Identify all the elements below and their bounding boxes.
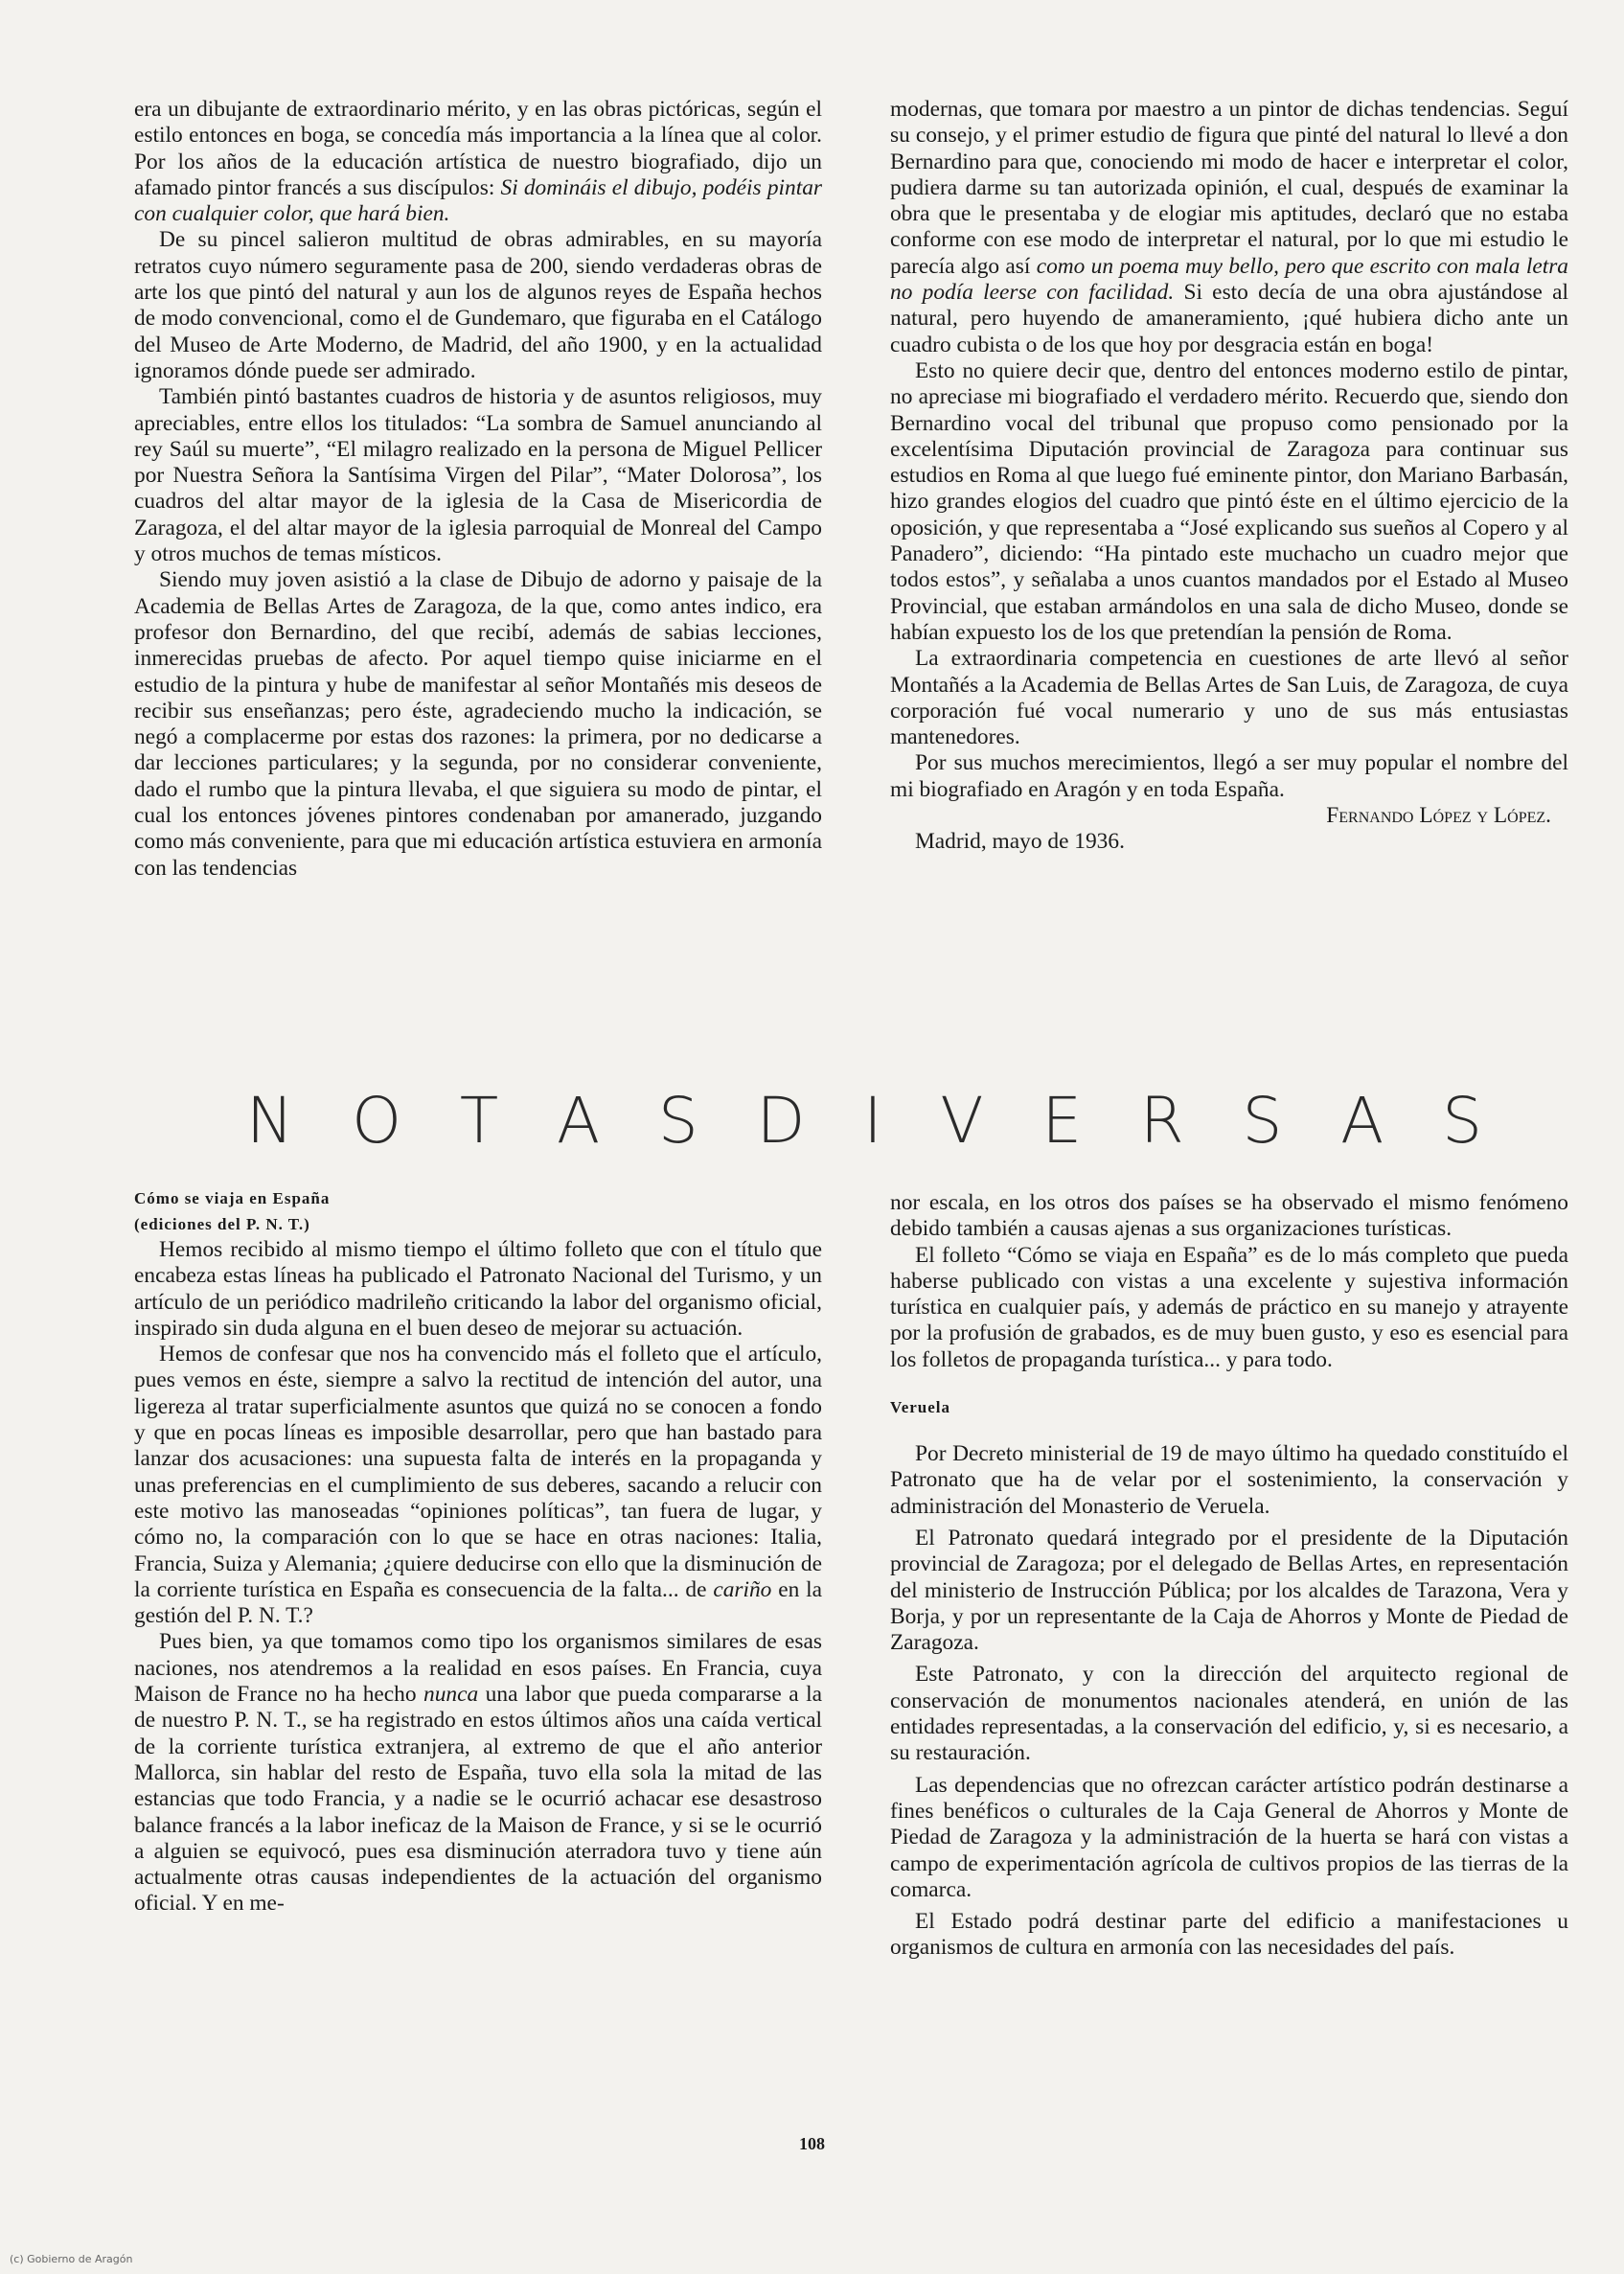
note-heading: Veruela xyxy=(890,1398,951,1417)
note-subheading: (ediciones del P. N. T.) xyxy=(134,1215,310,1233)
section-title: N O T A S D I V E R S A S xyxy=(246,1084,1482,1158)
paragraph: Las dependencias que no ofrezcan carácter artístico podrán destinarse a fines benéficos o culturales de la Caja General de Ahorros y Monte de Piedad de Zaragoza y la administración de la huerta se hará con vistas a campo de experimentación agrícola de cultivos propios de las tierras de la comarca. xyxy=(890,1772,1568,1902)
dateline: Madrid, mayo de 1936. xyxy=(915,829,1125,855)
note-heading: Cómo se viaja en España xyxy=(134,1189,331,1207)
paragraph: Por sus muchos merecimientos, llegó a ser muy popular el nombre del mi biografiado en Aragón y en toda España. xyxy=(890,750,1568,802)
paragraph: era un dibujante de extraordinario mérito, y en las obras pictóricas, según el estilo entonces en boga, se concedía más importancia a la línea que al color. Por los años de la educación artística de nuestro biografiado, dijo un afamado pintor francés a sus discípulos: Si domináis el dibujo, podéis pintar con cualquier color, que hará bien. xyxy=(134,97,823,227)
page-number: 108 xyxy=(799,2134,825,2153)
article-left-column xyxy=(134,97,822,882)
notes-right-column xyxy=(890,1190,1568,1962)
paragraph: nor escala, en los otros dos países se ha observado el mismo fenómeno debido también a causas ajenas a sus organizaciones turísticas. xyxy=(890,1190,1568,1242)
paragraph: De su pincel salieron multitud de obras admirables, en su mayoría retratos cuyo número seguramente pasa de 200, siendo verdaderas obras de arte los que pintó del natural y aun los de algunos reyes de España hechos de modo convencional, como el de Gundemaro, que figuraba en el Catálogo del Museo de Arte Moderno, de Madrid, del año 1900, y en la actualidad ignoramos dónde puede ser admirado. xyxy=(134,227,822,383)
paragraph: El Patronato quedará integrado por el presidente de la Diputación provincial de Zaragoza; por el delegado de Bellas Artes, en representación del ministerio de Instrucción Pública; por los alcaldes de Tarazona, Vera y Borja, y por un representante de la Caja de Ahorros y Monte de Piedad de Zaragoza. xyxy=(890,1525,1568,1656)
paragraph: Siendo muy joven asistió a la clase de Dibujo de adorno y paisaje de la Academia de Bellas Artes de Zaragoza, de la que, como antes indico, era profesor don Bernardino, del que recibí, además de sabias lecciones, inmerecidas pruebas de afecto. Por aquel tiempo quise iniciarme en el estudio de la pintura y hube de manifestar al señor Montañés mis deseos de recibir sus enseñanzas; pero éste, agradeciendo mucho la indicación, se negó a complacerme por estas dos razones: la primera, por no dedicarse a dar lecciones particulares; y la segunda, por no considerar conveniente, dado el rumbo que la pintura llevaba, el que siguiera su modo de pintar, el cual los entonces jóvenes pintores condenaban por amanerado, juzgando como más conveniente, para que mi educación artística estuviera en armonía con las tendencias xyxy=(134,567,822,881)
paragraph: Hemos recibido al mismo tiempo el último folleto que con el título que encabeza estas líneas ha publicado el Patronato Nacional del Turismo, y un artículo de un periódico madrileño criticando la labor del organismo oficial, inspirado sin duda alguna en el buen deseo de mejorar su actuación. xyxy=(134,1237,822,1341)
paragraph: modernas, que tomara por maestro a un pintor de dichas tendencias. Seguí su consejo, y el primer estudio de figura que pinté del natural lo llevé a don Bernardino para que, conociendo mi modo de hacer e interpretar el color, pudiera darme su tan autorizada opinión, el cual, después de examinar la obra que le presentaba y de elogiar mis aptitudes, declaró que no estaba conforme con ese modo de interpretar el natural, por lo que mi estudio le parecía algo así como un poema muy bello, pero que escrito con mala letra no podía leerse con facilidad. Si esto decía de una obra ajustándose al natural, pero huyendo de amaneramiento, ¡qué hubiera dicho ante un cuadro cubista o de los que hoy por desgracia están en boga! xyxy=(890,97,1568,357)
author-signature: Fernando López y López. xyxy=(1326,803,1551,829)
paragraph: La extraordinaria competencia en cuestiones de arte llevó al señor Montañés a la Academia de Bellas Artes de San Luis, de Zaragoza, de cuya corporación fué vocal numerario y uno de sus más entusiastas mantenedores. xyxy=(890,646,1568,750)
paragraph: El Estado podrá destinar parte del edificio a manifestaciones u organismos de cultura en armonía con las necesidades del país. xyxy=(890,1909,1568,1961)
article-right-column xyxy=(890,97,1568,856)
paragraph: Este Patronato, y con la dirección del arquitecto regional de conservación de monumentos nacionales atenderá, en unión de las entidades representadas, a la conservación del edificio, y, si es necesario, a su restauración. xyxy=(890,1662,1568,1766)
paragraph: Hemos de confesar que nos ha convencido más el folleto que el artículo, pues vemos en éste, siempre a salvo la rectitud de intención del autor, una ligereza al tratar superficialmente asuntos que quizá no se conocen a fondo y que en pocas líneas es imposible desarrollar, pero que han bastado para lanzar dos acusaciones: una supuesta falta de interés en la propaganda y unas preferencias en el cumplimiento de sus deberes, sacando a relucir con este motivo las manoseadas “opiniones políticas”, tan fuera de lugar, y cómo no, la comparación con lo que se hace en otras naciones: Italia, Francia, Suiza y Alemania; ¿quiere deducirse con ello que la disminución de la corriente turística en España es consecuencia de la falta... de cariño en la gestión del P. N. T.? xyxy=(134,1342,822,1629)
paragraph: También pintó bastantes cuadros de historia y de asuntos religiosos, muy apreciables, entre ellos los titulados: “La sombra de Samuel anunciando al rey Saúl su muerte”, “El milagro realizado en la persona de Miguel Pellicer por Nuestra Señora la Santísima Virgen del Pilar”, “Mater Dolorosa”, los cuadros del altar mayor de la iglesia de la Casa de Misericordia de Zaragoza, el del altar mayor de la iglesia parroquial de Monreal del Campo y otros muchos de temas místicos. xyxy=(134,384,822,567)
paragraph: Pues bien, ya que tomamos como tipo los organismos similares de esas naciones, nos atendremos a la realidad en esos países. En Francia, cuya Maison de France no ha hecho nunca una labor que pueda compararse a la de nuestro P. N. T., se ha registrado en estos últimos años una caída vertical de la corriente turística extranjera, al extremo de que el año anterior Mallorca, sin hablar del resto de España, tuvo ella sola la mitad de las estancias que todo Francia, y a nadie se le ocurrió achacar ese desastroso balance francés a la labor ineficaz de la Maison de France, y si se le ocurrió a alguien se equivocó, pues esa disminución aterradora tuvo y tiene aún actualmente otras causas independientes de la actuación del organismo oficial. Y en me- xyxy=(134,1629,822,1917)
copyright-credit: (c) Gobierno de Aragón xyxy=(10,2253,133,2265)
paragraph: Por Decreto ministerial de 19 de mayo último ha quedado constituído el Patronato que ha de velar por el sostenimiento, la conservación y administración del Monasterio de Veruela. xyxy=(890,1441,1568,1519)
paragraph: El folleto “Cómo se viaja en España” es de lo más completo que pueda haberse publicado con vistas a una excelente y sujestiva información turística en cualquier país, y además de práctico en su manejo y atrayente por la profusión de grabados, es de muy buen gusto, y eso es esencial para los folletos de propaganda turística... y para todo. xyxy=(890,1242,1568,1372)
notes-left-column xyxy=(134,1185,822,1918)
paragraph: Esto no quiere decir que, dentro del entonces moderno estilo de pintar, no apreciase mi biografiado el verdadero mérito. Recuerdo que, siendo don Bernardino vocal del tribunal que propuso como pensionado por la excelentísima Diputación provincial de Zaragoza para continuar sus estudios en Roma al que luego fué eminente pintor, don Mariano Barbasán, hizo grandes elogios del cuadro que pintó éste en el último ejercicio de la oposición, y que representaba a “José explicando sus sueños al Copero y al Panadero”, diciendo: “Ha pintado este muchacho un cuadro mejor que todos estos”, y señalaba a unos cuantos mandados por el Estado al Museo Provincial, que estaban armándolos en una sala de dicho Museo, donde se habían expuesto los de los que pretendían la pensión de Roma. xyxy=(890,357,1568,645)
